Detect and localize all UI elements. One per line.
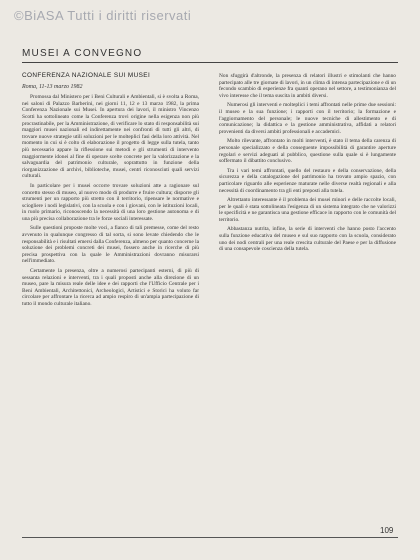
left-column [22,73,199,311]
right-column [219,73,396,256]
body-paragraph: Altrettanto interessante è il problema dei musei minori e delle raccolte locali, per le quali è stata sottolineata l'esigenza di un sistema integrato che ne valorizzi le specificità e ne garantisca una gestione efficace in rapporto con le comunità del territorio. [219,197,396,223]
article-title: CONFERENZA NAZIONALE SUI MUSEI [22,72,151,79]
copyright-watermark: ©BiASA Tutti i diritti riservati [14,8,192,23]
header-rule [22,62,398,63]
body-paragraph: In particolare per i musei occorre trovare soluzioni atte a ragionare sul concetto stesso di museo, al nuovo modo di produrre e fruire cultura; disporre gli strumenti per un rapporto più stretto con il territorio, ripensare le normative e sciogliere i nodi legislativi, con la scuola e con i giovani, con le istituzioni locali, in ruolo primario, riconoscendo la necessità di una loro gestione autonoma e di una più precisa collaborazione tra le forze sociali interessate. [22,182,199,222]
body-paragraph: Non sfuggirà d'altronde, la presenza di relatori illustri e stimolanti che hanno partecipato alle tre giornate di lavori, in un clima di intensa partecipazione e di un fecondo scambio di esperienze fra quanti operano nel settore, a testimonianza del vivo interesse che il tema suscita in ambiti diversi. [219,73,396,99]
body-paragraph: Tra i vari temi affrontati, quello del restauro e della conservazione, della sicurezza e della catalogazione del patrimonio ha trovato ampio spazio, con particolare riguardo alle esperienze maturate nelle diverse realtà regionali e alla necessità di coordinamento tra gli enti preposti alla tutela. [219,167,396,194]
body-paragraph: Abbastanza nutrita, infine, la serie di interventi che hanno posto l'accento sulla funzione educativa del museo e sul suo rapporto con la scuola, considerato uno dei nodi centrali per una reale crescita culturale del Paese e per la diffusione di una consapevole coscienza della tutela. [219,226,396,253]
section-title: MUSEI A CONVEGNO [22,48,143,59]
page-number: 109 [380,526,394,535]
body-paragraph: Molto rilevante, affrontato in molti interventi, è stato il tema della carenza di personale specializzato e della conseguente impossibilità di garantire aperture regolari e servizi adeguati al pubblico, questione sulla quale si è lungamente soffermato il dibattito conclusivo. [219,138,396,165]
body-paragraph: Numerosi gli interventi e molteplici i temi affrontati nelle prime due sessioni: il museo e la sua funzione; i rapporti con il territorio; la formazione e l'aggiornamento del personale; le nuove tecniche di allestimento e di comunicazione; la didattica e la gestione amministrativa, affidati a relatori provenienti da diversi ambiti professionali e accademici. [219,102,396,135]
footer-rule [22,537,398,538]
body-paragraph: Promossa dal Ministero per i Beni Culturali e Ambientali, si è svolta a Roma, nei saloni di Palazzo Barberini, nei giorni 11, 12 e 13 marzo 1982, la prima Conferenza Nazionale sui Musei. In apertura dei lavori, il ministro Vincenzo Scotti ha sottolineato come la Conferenza trovi origine nella esigenza non più procrastinabile, per la Amministrazione, di verificare lo stato di responsabilità sui maggiori musei nazionali ed indirettamente nei confronti di tutti gli altri, di trovare nuove strategie utili soluzioni per le molteplici fasi della loro attività. Nel momento in cui si è colto di elaborazione il progetto di legge sulla tutela, tanto più necessario appare la riflessione sui metodi e gli strumenti di intervento maggiormente idonei al fine di operare scelte concrete per la valorizzazione e la salvaguardia del patrimonio culturale, soprattutto in funzione della riorganizzazione di archivi, biblioteche, musei, centri riconosciuti quali servizi culturali. [22,94,199,180]
article-date: Roma, 11-13 marzo 1982 [22,83,83,90]
body-paragraph: Certamente la presenza, oltre a numerosi partecipanti esterni, di più di sessanta relazioni e interventi, tra i quali proposti anche alla direzione di un museo, pare la misura reale delle idee e dei rapporti che l'Ufficio Centrale per i Beni Ambientali, Architettonici, Archeologici, Artistici e Storici ha voluto far circolare per affrontare la ricerca ad ampio respiro di un'ampia partecipazione di tutto il mondo culturale italiano. [22,268,199,307]
body-paragraph: Sulle questioni proposte molte voci, a fianco di tali premesse, come del resto avvenuto in qualunque congresso di tal sorta, si sono levate chiedendo che le responsabilità e i risultati emersi dalla Conferenza, almeno per quanto concerne la soluzione dei problemi concreti dei musei, fossero anche in ricerche di più precisa prospettiva con la quale le Amministrazioni dovranno misurarsi nell'immediato. [22,225,199,265]
